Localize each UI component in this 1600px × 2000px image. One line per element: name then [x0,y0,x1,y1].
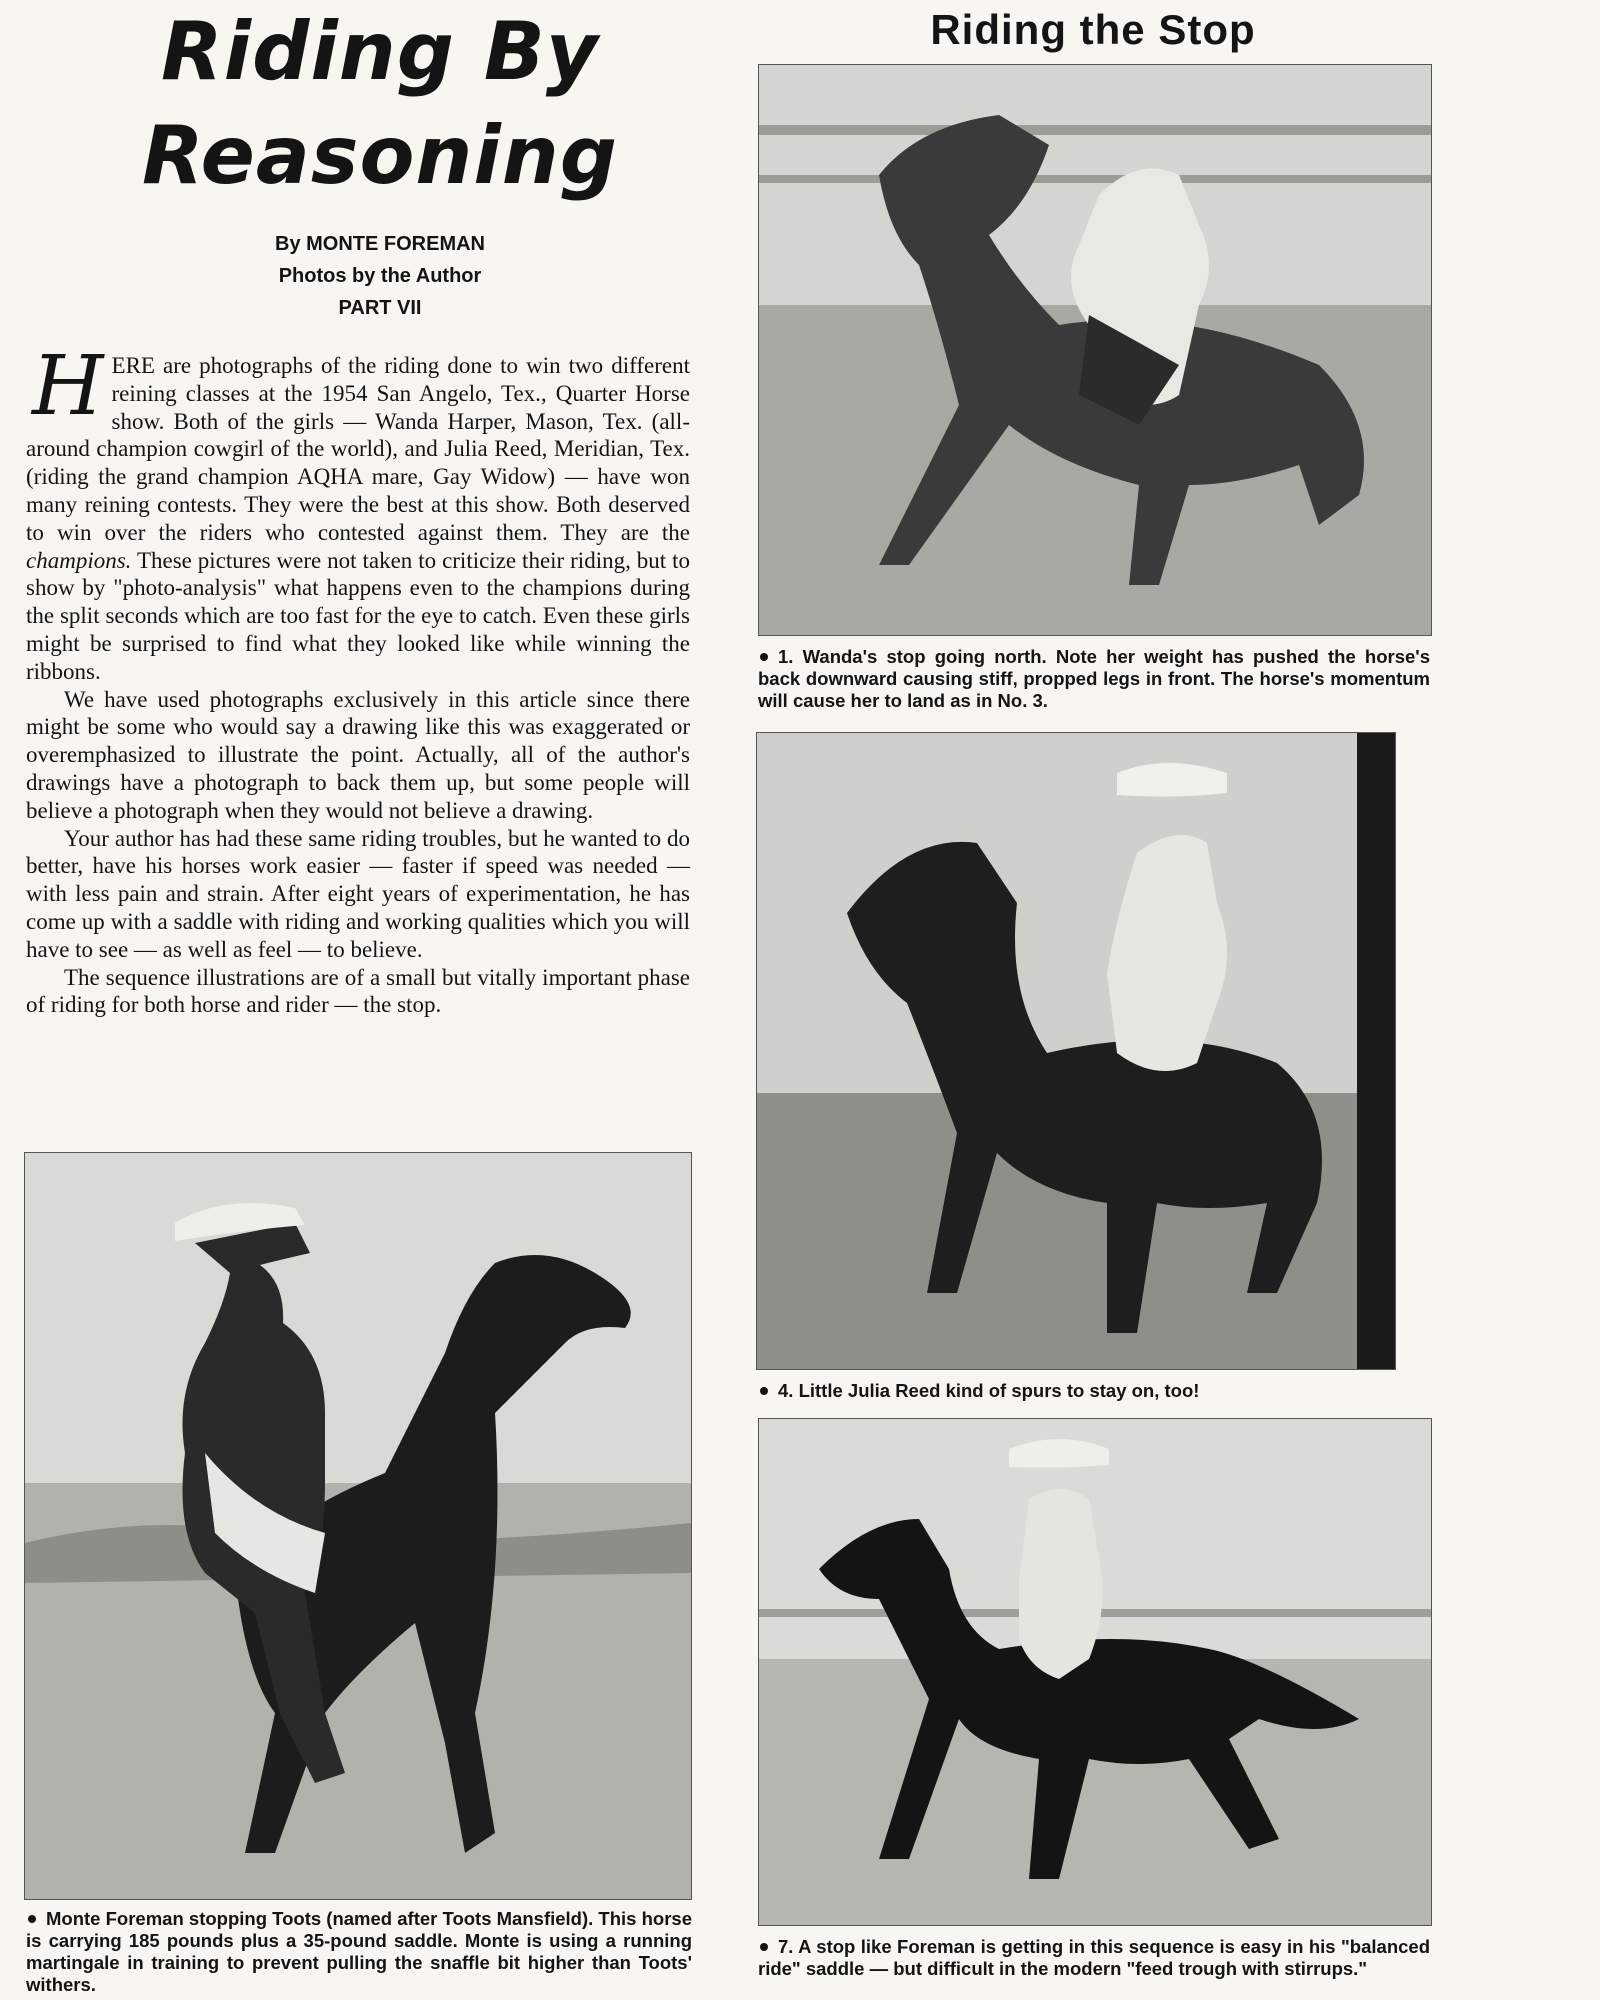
title-line-2: Reasoning [141,109,619,202]
article-body [26,339,690,1019]
byline-block [60,228,700,324]
caption-text: 4. Little Julia Reed kind of spurs to stay on, too! [778,1380,1200,1401]
photo-4-julia-reed [756,732,1396,1370]
drop-cap: H [32,339,104,434]
paragraph-4: The sequence illustrations are of a small but vitally important phase of riding for both horse and rider — the stop. [26,964,690,1018]
caption-foreman-toots [26,1908,692,1996]
paragraph-2: We have used photographs exclusively in this article since there might be some who would say a drawing like this was exaggerated or overemphasized to illustrate the point. Actually, all of the author's drawings have a photograph to back them up, but some people will believe a photograph when they would not believe a drawing. [26,686,690,823]
horse-rider-silhouette-image [759,65,1431,635]
photo-7-foreman-stop [758,1418,1432,1926]
paragraph-1-text: ERE are photographs of the riding done to win two different reining classes at the 1954 San Angelo, Tex., Quarter Horse show. Both of the girls — Wanda Harper, Mason, Tex. (all-around champion cowgirl of the world), and Julia Reed, Meridian, Tex. (riding the grand champion AQHA mare, Gay Widow) — have won many reining contests. They were the best at this show. Both deserved to win over the riders who contested against them. They are the [26,353,690,545]
article-title [60,0,700,208]
paragraph-3: Your author has had these same riding troubles, but he wanted to do better, have his horses work easier — faster if speed was needed — with less pain and strain. After eight years of experimentation, he has come up with a saddle with riding and working qualities which you will have to see — as well as feel — to believe. [26,825,690,962]
caption-text: 1. Wanda's stop going north. Note her weight has pushed the horse's back downward causing stiff, propped legs in front. The horse's momentum will cause her to land as in No. 3. [758,646,1430,711]
sequence-title: Riding the Stop [930,6,1256,53]
caption-photo-4 [758,1380,1398,1402]
bullet-icon [28,1915,36,1923]
caption-photo-7 [758,1936,1430,1980]
author-byline: By MONTE FOREMAN [275,233,485,255]
paragraph-1 [26,339,690,686]
paragraph-1-rest: These pictures were not taken to criticize their riding, but to show by "photo-analysis" what happens even to the champions during the split seconds which are too fast for the eye to catch. Even these girls might be surprised to find what they looked like while winning the ribbons. [26,547,690,684]
bullet-icon [760,653,768,661]
bullet-icon [760,1943,768,1951]
photo-credit: Photos by the Author [278,265,482,287]
horse-rider-silhouette-image [759,1419,1431,1925]
bullet-icon [760,1387,768,1395]
part-label: PART VII [338,297,422,319]
horse-rider-silhouette-image [25,1153,691,1899]
caption-text: Monte Foreman stopping Toots (named after Toots Mansfield). This horse is carrying 185 pounds plus a 35-pound saddle. Monte is using a running martingale in training to prevent pulling the snaffle bit higher than Toots' withers. [26,1908,692,1995]
caption-text: 7. A stop like Foreman is getting in this sequence is easy in his "balanced ride" saddle — but difficult in the modern "feed trough with stirrups." [758,1936,1430,1979]
caption-photo-1 [758,646,1430,712]
title-line-1: Riding By [161,5,599,98]
photo-1-wanda-stop [758,64,1432,636]
paragraph-1-emphasis: champions. [26,547,132,573]
photo-foreman-toots [24,1152,692,1900]
horse-rider-silhouette-image [757,733,1395,1369]
